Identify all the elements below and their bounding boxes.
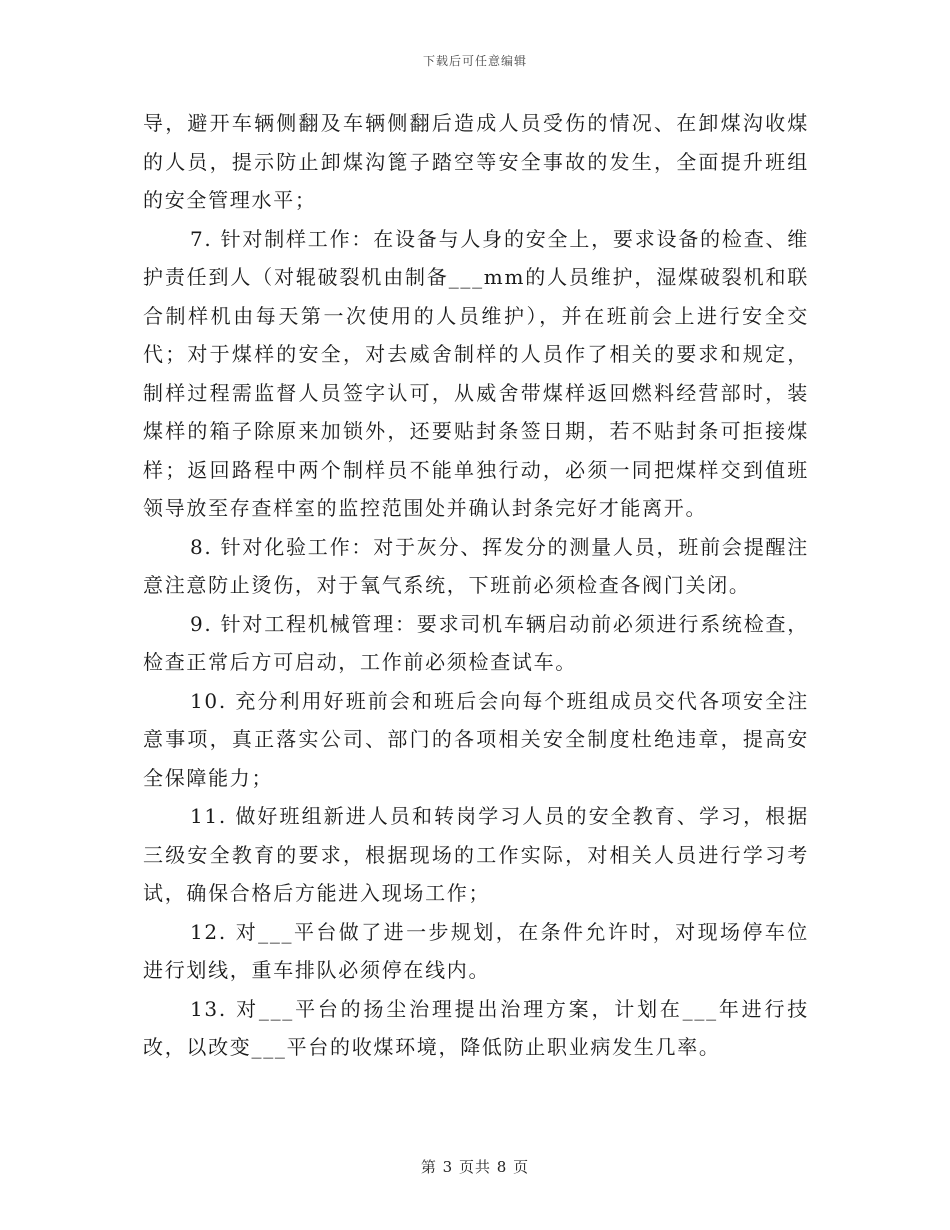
paragraph-item-13: 13. 对___平台的扬尘治理提出治理方案，计划在___年进行技改，以改变___平台的收煤环境，降低防止职业病发生几率。: [143, 996, 809, 1059]
document-body: [143, 104, 809, 1067]
paragraph-item-9: 9. 针对工程机械管理：要求司机车辆启动前必须进行系统检查，检查正常后方可启动，工作前必须检查试车。: [143, 611, 809, 674]
paragraph-continuation: 导，避开车辆侧翻及车辆侧翻后造成人员受伤的情况、在卸煤沟收煤的人员，提示防止卸煤沟篦子踏空等安全事故的发生，全面提升班组的安全管理水平；: [143, 111, 809, 212]
paragraph-item-11: 11. 做好班组新进人员和转岗学习人员的安全教育、学习，根据三级安全教育的要求，根据现场的工作实际，对相关人员进行学习考试，确保合格后方能进入现场工作；: [143, 804, 809, 905]
paragraph-item-10: 10. 充分利用好班前会和班后会向每个班组成员交代各项安全注意事项，真正落实公司、部门的各项相关安全制度杜绝违章，提高安全保障能力；: [143, 688, 809, 790]
paragraph-item-8: 8. 针对化验工作：对于灰分、挥发分的测量人员，班前会提醒注意注意防止烫伤，对于氧气系统，下班前必须检查各阀门关闭。: [143, 534, 809, 597]
paragraph-item-7: 7. 针对制样工作：在设备与人身的安全上，要求设备的检查、维护责任到人（对辊破裂机由制备___mm的人员维护，湿煤破裂机和联合制样机由每天第一次使用的人员维护），并在班前会上进行安全交代；对于煤样的安全，对去威舍制样的人员作了相关的要求和规定，制样过程需监督人员签字认可，从威舍带煤样返回燃料经营部时，装煤样的箱子除原来加锁外，还要贴封条签日期，若不贴封条可拒接煤样；返回路程中两个制样员不能单独行动，必须一同把煤样交到值班领导放至存查样室的监控范围处并确认封条完好才能离开。: [143, 226, 809, 520]
page-number-footer: 第 3 页共 8 页: [420, 1158, 530, 1176]
page-header-note: 下载后可任意编辑: [422, 54, 527, 68]
paragraph-item-12: 12. 对___平台做了进一步规划，在条件允许时，对现场停车位进行划线，重车排队必须停在线内。: [143, 919, 809, 982]
